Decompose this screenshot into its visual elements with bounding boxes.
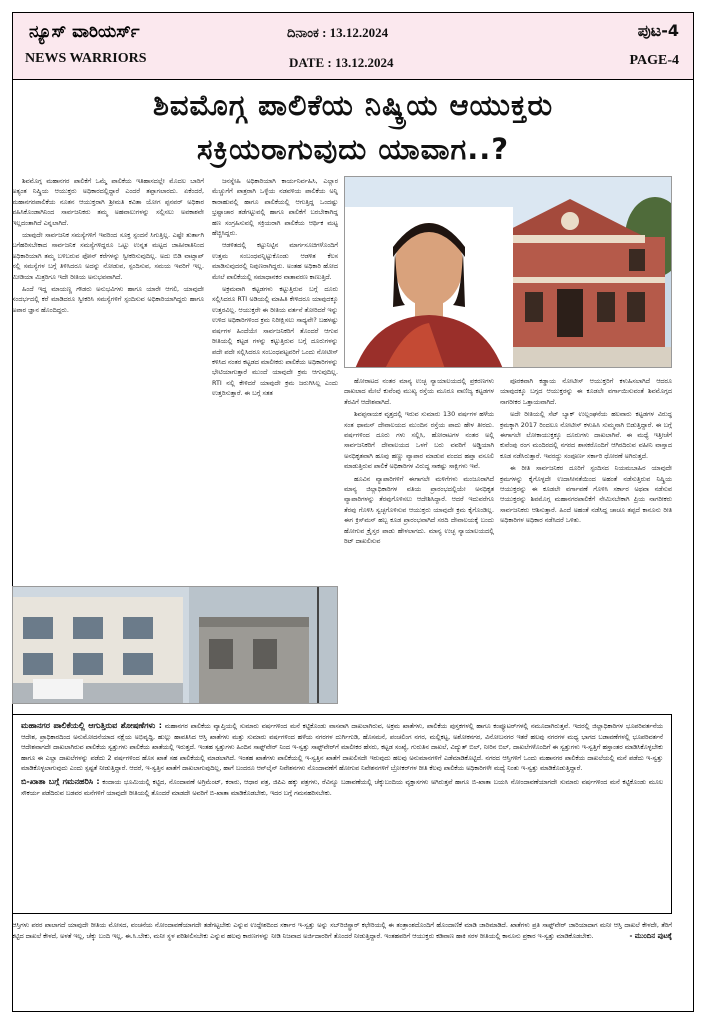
box-section-1 bbox=[21, 721, 663, 774]
box-heading-2: ಬಿ-ಖಾತಾ ಬಗ್ಗೆ ಗಮನಹರಿಸಿ : bbox=[21, 776, 100, 786]
photo-illustration bbox=[345, 177, 672, 368]
masthead bbox=[13, 13, 693, 80]
paragraph: ಆಡಳಿತದಲ್ಲಿ ಕಟ್ಟುನಿಟ್ಟಿನ ಮಾರ್ಗಸೂಚಿಗಳೊಂದಿಗೆ ಉತ್ತಮ ಸಂಬಂಧವನ್ನಿಟ್ಟುಕೊಂಡು ಆಡಳಿತ ಕೆಲಸ ಮಾಡಿಸುವುದರಲ್ಲಿ ನಿಪುಣರಾಗಿದ್ದರು. ಅಂತಹ ಅಧಿಕಾರಿ ಹೋದ ಮೇಲೆ ಪಾಲಿಕೆಯಲ್ಲಿ ಸಮಾಧಾನಕರ ವಾತಾವರಣ ಕಾಣುತ್ತಿದೆ. bbox=[212, 241, 338, 281]
closing-paragraph bbox=[12, 920, 672, 996]
box-section-2 bbox=[21, 777, 663, 798]
construction-buildings-photo bbox=[12, 586, 338, 704]
paragraph: ಹೋರಾಟದ ನಂತರ ಮಾನ್ಯ ಉಚ್ಛ ನ್ಯಾಯಾಲಯದಲ್ಲಿ ಪ್ರಕರಣಗಳು ದಾಖಲಾದ ಮೇಲೆ ಕುವೆಂಪು ಮುಖ್ಯ ರಸ್ತೆಯ ಮೂರೂ ವಾಣಿಜ್ಯ ಕಟ್ಟಡಗಳ ತೆರವಿಗೆ ಆದೇಶವಾಗಿದೆ. bbox=[344, 377, 494, 406]
headline-line-2: ಸಕ್ರಿಯರಾಗುವುದು ಯಾವಾಗ..? bbox=[196, 132, 510, 166]
closing-text: ಆಸ್ತಿಗಳು ಪರರ ಪಾಲಾಗದೆ ಯಾವುದೇ ರೀತಿಯ ಮೋಸದ, ವಂಚನೆಯ ನೋಂದಾವಣೆಯಾಗದೇ ತಡೆಗಟ್ಟಬೇಕು ಎನ್ನುವ ಉದ್ದೇಶದಿಂದ ಸರ್ಕಾರ ಇ-ಸ್ವತ್ತು ಅನ್ನು ಸಬ್‌ರಿಜಿಸ್ಟ್ರಾರ್ ಕಛೇರಿಯಲ್ಲಿ ಈ ತಂತ್ರಾಂಶದೊಂದಿಗೆ ಹೊಂದಾಣಿಕೆ ಮಾಡಿ ಜಾರಿಮಾಡಿದೆ. ಖಾತೆಗಳು ಪ್ರತಿ ಸಾಫ್ಟ್‌ವೇರ್ ಜಾರಿಯಾದಾಗ ಮನೀ ಆಸ್ತಿ ದಾಖಲೆ ಕೇಳದೇ, ತೆರಿಗೆ ಕಟ್ಟಿದ ದಾಖಲೆ ಕೇಳದೆ, ಅಳತೆ ಇಲ್ಲ, ಚೆಕ್ಕು ಬಂದಿ ಇಲ್ಲ, ಈ.ಸಿ.ಬೇಕು, ಮನೀ ಸ್ಥಳ ಪರಿಶೀಲಿಸಬೇಕು ಎನ್ನುವ ಹಲವು ಕಾರಣಗಳನ್ನು ನೀಡಿ ನಿಜವಾದ ಅರ್ಜಿದಾರರಿಗೆ ತೊಂದರೆ ನೀಡುತ್ತಿದ್ದಾರೆ. ಇಂತಹವರಿಗೆ ಆಯುಕ್ತರು ಕಡಿವಾಣ ಹಾಕಿ ಸರಳ ರೀತಿಯಲ್ಲಿ ಕಾನೂನು ಪ್ರಕಾರ ಇ-ಸ್ವತ್ತು ಮಾಡಿಕೊಡಬೇಕು. bbox=[12, 921, 672, 940]
paragraph: ಹೂವಿನ ವ್ಯಾಪಾರಿಗಳಿಗೆ ಈಗಾಗಲೇ ಮಳಿಗೆಗಳು ಮಂಜೂರಾಗಿದೆ ಮಾನ್ಯ ಜಿಲ್ಲಾಧಿಕಾರಿಗಳ ವತಿಯ ಪ್ರಾರಂಭದಲ್ಲಿಯೇ ಅನಧಿಕೃತ ವ್ಯಾಪಾರಿಗಳನ್ನು ತೆರವುಗೊಳಿಸಲು ಆದೇಶಿಸಿದ್ದಾರೆ. ಆದರೆ ಇದುವರೆಗೂ ತೆರವು ಗೊಳಿಸಿ ಸ್ವಚ್ಛಗೊಳಿಸುವ ಆಯುಕ್ತರು ಯಾವುದೇ ಕ್ರಮ ಕೈಗೊಂಡಿಲ್ಲ. ಈಗ ಕ್ರಿಸ್‌ಮಸ್ ಹಬ್ಬ ಕೂಡ ಪ್ರಾರಂಭವಾಗಿದೆ ಸರದಿ ದೇವಾಲಯಕ್ಕೆ ಬಂದು ಹೋಗುವ ಕ್ರೈಸ್ತರ ಪಾಡು ಹೇಳಲಾಗದು. ಮಾನ್ಯ ಉಚ್ಛ ನ್ಯಾಯಾಲಯದಲ್ಲಿ ರಿಟ್ ದಾಖಲಿಸುವ bbox=[344, 474, 494, 546]
masthead-name-kannada: ನ್ಯೂಸ್ ವಾರಿಯರ್ಸ್ bbox=[29, 22, 140, 42]
box-text-2: ಕಂದಾಯ ಭೂಮಿಯಲ್ಲಿ ಕಟ್ಟಿದ, ನೊಂದಾವಣೆ ಅಗ್ರಿಮೆಂಟ್, ಕರಾರು, ಆಧಾರ ಪತ್ರ, ಜಿಪಿಎ ಹಕ್ಕು ಪತ್ರಗಳು, ರೆವಿನ್ಯೂ ಬಡಾವಣೆಯಲ್ಲಿ ಚೆಕ್ಕುಬಂದಿಯ ವ್ಯಕ್ತಾಸಗಳು ಅಗಿರುತ್ತವೆ ಹಾಗೂ ಬಿ-ಖಾತಾ ಬಯಸಿ ನೋಂದಾವಣೆಯಾಗದೇ ಸುಮಾರು ವರ್ಷಗಳಿಂದ ಮನೆ ಕಟ್ಟಿಕೊಂಡು ಮೂಲ ಸೌಕರ್ಯ ಪಡೆದಿರುವ ಬಡವರ ಮನೆಗಳಿಗೆ ಯಾವುದೇ ರೀತಿಯಲ್ಲಿ ತೊಂದರೆ ಮಾಡದೇ ಅವರಿಗೆ ಬಿ-ಖಾತಾ ಮಾಡಿಕೊಡಬೇಕು, ಇದರ ಬಗ್ಗೆ ಗಮನಹರಿಸಬೇಕು. bbox=[21, 777, 663, 797]
paragraph: ಪೂರಕವಾಗಿ ಕಡ್ಡಾಯ ನೋಟೀಸ್ ಆಯುಕ್ತರಿಗೆ ಕಳುಹಿಸಲಾಗಿದೆ ಆದರೂ ಯಾವುದಕ್ಕೂ ಬಗ್ಗದ ಆಯುಕ್ತರನ್ನು ಈ ಕೂಡಲೇ ವರ್ಗಾಯಿಸುವಂತೆ ಶಿವಮೊಗ್ಗದ ನಾಗರೀಕರ ಒತ್ತಾಯವಾಗಿದೆ. bbox=[500, 377, 672, 406]
masthead-date-english: DATE : 13.12.2024 bbox=[289, 55, 394, 70]
paragraph: ಜನಸ್ನೇಹಿ ಅಧಿಕಾರಿಯಾಗಿ ಕಾರ್ಯನಿರ್ವಹಿಸಿ, ಎಲ್ಲಾರ ಮೆಚ್ಚುಗೆಗೆ ಪಾತ್ರರಾಗಿ ಒಳ್ಳೆಯ ನಡವಳಿಯ ಪಾಲಿಕೆಯ ಅನ್ನಿ ಕಾರಾಹುವಲ್ಲಿ ಹಾಗೂ ಪಾಲಿಕೆಯಲ್ಲಿ ಆಗುತ್ತಿದ್ದ ಒಂದಷ್ಟು ಭ್ರಷ್ಟಾಚಾರ ತಡೆಗಟ್ಟುವಲ್ಲಿ ಹಾಗೂ ಪಾಲಿಕೆಗೆ ಬರಬೇಕಾಗಿದ್ದ ಹಣ ಸಂಗ್ರಹಿಸುವಲ್ಲಿ ಸಕ್ರಿಯರಾಗಿ ಪಾಲಿಕೆಯ ಆರ್ಥಿಕ ಮಟ್ಟ ಹೆಚ್ಚಿಸಿದ್ದರು. bbox=[212, 177, 338, 238]
article-column-4 bbox=[500, 376, 672, 686]
box-text-1: ಮಹಾನಗರ ಪಾಲಿಕೆಯ ವ್ಯಾಪ್ತಿಯಲ್ಲಿ ಸುಮಾರು ವರ್ಷಗಳಿಂದ ಮನೆ ಕಟ್ಟಿಕೊಂಡು ವಾಸವಾಗಿ ದಾಖಲಾಗಿರುವ, ಅಕ್ರಮ ಖಾತೆಗಳು, ಪಾಲಿಕೆಯ ಪುಸ್ತಕಗಳಲ್ಲಿ ಹಾಗೂ ಕಂಪ್ಯೂಟರ್‌ಗಳಲ್ಲಿ ನಮೂದಾಗಿರುತ್ತವೆ. ಇದರಲ್ಲಿ ಜಿಲ್ಲಾಧಿಕಾರಿಗಳ ಭೂಪರಿವರ್ತನೆಯ ಆದೇಶ, ಪ್ರಾಧಿಕಾರದಿಂದ ಅನುಮೋದನೆಯಾದ ನಕ್ಷೆಯ ಅಭಿವೃದ್ಧಿ, ಹುಲ್ಲು ಹಾವತಿಸಿದ ಆಸ್ತಿ ಖಾತೆಗಳು ಮತ್ತು ಸುಮಾರು ವರ್ಷಗಳಿಂದ ಹಳೆಯ ನಗರಗಳ ದುರ್ಗಿಗುಡಿ, ಹೊಸಮನೆ, ಪಂಚಲಿಂಗ ನಗರ, ಮಲ್ಲಿಕಟ್ಟ, ಅಶೋಕನಗರ, ವಿನೋಬನಗರ ಇತರೆ ಹಲವು ನಗರಗಳ ಮಧ್ಯ ಭಾಗದ ಬಡಾವಣೆಗಳಲ್ಲಿ ಭೂಪರಿವರ್ತನೆ ಆದೇಶವಾಗದೇ ದಾಖಲಾಗಿರುವ ಪಾಲಿಕೆಯ ಸ್ವತ್ತುಗಳು ಪಾಲಿಕೆಯ ಖಾತೆಯಲ್ಲಿ ಇರುತ್ತದೆ. ಇಂತಹ ಸ್ವತ್ತುಗಳು ಹಿಂದಿನ ಸಾಫ್ಟ್‌ವೇರ್ ನಿಂದ ಇ-ಸ್ವತ್ತು ಸಾಫ್ಟ್‌ವೇರ್‌ಗೆ ಮಾಲೀಕರ ಹೆಸರು, ಕಟ್ಟಡ ಸಂಖ್ಯೆ, ಗುರುತಿನ ದಾಖಲೆ, ವಿದ್ಯುತ್ ಬಿಲ್, ನೀರಿನ ಬಿಲ್, ದಾಖಲೆಗಳೊಂದಿಗೆ ಈ ಸ್ವತ್ತುಗಳು ಇ-ಸ್ವತ್ತಿಗೆ ಹಸ್ತಾಂತರ ಮಾಡಿಸಿಕೊಳ್ಳಬೇಕು ಹಾಗೂ ಈ ಎಲ್ಲಾ ದಾಖಲೆಗಳನ್ನು ಪಡೆದು 2 ವರ್ಷಗಳಿಂದ ಹೊಸ ಖಾತೆ ಸಹ ಪಾಲಿಕೆಯಲ್ಲಿ ಮಾಡಲಾಗಿದೆ. ಇಂತಹ ಖಾತೆಗಳು ಪಾಲಿಕೆಯಲ್ಲಿ ಇ-ಸ್ವತ್ತಿನ ಖಾತೆಗೆ ದಾಖಲಿಸದೇ ಇರುವುದು ಹಲವು ಅನುಮಾನಗಳಿಗೆ ಎಡೆಮಾಡಿಕೊಟ್ಟಿದೆ. ನಗರದ ಆಸ್ತಿಗಳಿಗೆ ಒಂದು ಮಹಾನಗರ ಪಾಲಿಕೆಯ ದಾಖಲೆಯಲ್ಲಿ ಮನೆ ಪಡೆದು ಇ-ಸ್ವತ್ತು ಮಾಡಿಕೊಳ್ಳಲಾಗುವುದು ಎಂದು ಸ್ಪಷ್ಟತೆ ನೀಡುತ್ತಿದ್ದಾರೆ. ಆದರೆ, ಇ-ಸ್ವತ್ತಿನ ಖಾತೆಗೆ ದಾಖಲಾಗುವುದಿಲ್ಲ, ಹಾಗೆ ಬಂದರೂ ಆನ್‌ಲೈನ್ ನಿವೇಶನಗಳು ನೊಂದಾವಣೆಗೆ ಹೋಗುವ ನಿವೇಶನಗಳಿಗೆ ಬ್ರೋಕರ್‌ಗಳ ರೀತಿ ಕೆಲವು ಪಾಲಿಕೆಯ ಅಧಿಕಾರಿಗಳೇ ಮಧ್ಯೆ ನಿಂತು ಇ-ಸ್ವತ್ತು ಮಾಡಿಕೊಡುತ್ತಿದ್ದಾರೆ. bbox=[21, 722, 663, 773]
paragraph: ಶಿವಪ್ಪನಾಯಕ ವೃತ್ತದಲ್ಲಿ ಇರುವ ಸುಮಾರು 130 ವರ್ಷಗಳ ಹಳೆಯ ಸಂತ ಥಾಮಸ್ ದೇವಾಲಯದ ಮುಂದಿನ ರಸ್ತೆಯ ಪಾದು ಹೇಳ ತೀರದು. ವರ್ಷಗಳಿಂದ ದೂರು ಗಳು ಸಲ್ಲಿಸಿ, ಹೋರಾಟಗಳ ನಂತರ ಅಲ್ಲಿ ಸಾರ್ವಜನಿಕರಿಗೆ ದೇವಾಲಯದ ಒಳಗೆ ಬರು ವವರಿಗೆ ಅಡ್ಡಿಯಾಗಿ ಅನಧಿಕೃತವಾಗಿ ಹೂವು ಹಣ್ಣು ವ್ಯಾಪಾರ ಮಾಡುವ ವಂದದ ಹಪ್ತಾ ವಸೂಲಿ ಮಾಡುತ್ತಿರುವ ಪಾಲಿಕೆ ಅಧಿಕಾರಿಗಳ ವಿರುದ್ಧ ಸಾಕಷ್ಟು ಸಾಕ್ಷಿಗಳು ಇವೆ. bbox=[344, 410, 494, 471]
box-heading-1: ಮಹಾನಗರ ಪಾಲಿಕೆಯಲ್ಲಿ ಆಗುತ್ತಿರುವ ಶೋಷಣೆಗಳು : bbox=[21, 721, 162, 730]
paragraph: ಅಕ್ರಮವಾಗಿ ಕಟ್ಟಡಗಳು ಕಟ್ಟುತ್ತಿರುವ ಬಗ್ಗೆ ದೂರು ಸಲ್ಲಿಸಿದರೂ RTI ಅಡಿಯಲ್ಲಿ ಮಾಹಿತಿ ಕೇಳಿದರೂ ಯಾವುದಕ್ಕೂ ಉತ್ತರವಿಲ್ಲ. ಆಯುಕ್ತರೇ ಈ ರೀತಿಯ ವರ್ತನೆ ತೋರಿದರೆ ಇನ್ನು ಉಳಿದ ಅಧಿಕಾರಿಗಳಿಂದ ಕ್ರಮ ನಿರೀಕ್ಷಿಸಲು ಸಾಧ್ಯವೇ? ಬಹಳಷ್ಟು ವರ್ಷಗಳ ಹಿಂದೆಯೇ ಸಾರ್ವಜನಿಕರಿಗೆ ತೊಂದರೆ ಆಗುವ ರೀತಿಯಲ್ಲಿ ಕಟ್ಟಡ ಗಳನ್ನು ಕಟ್ಟುತ್ತಿರುವ ಬಗ್ಗೆ ದೂರುಗಳನ್ನು ಪದೇ ಪದೇ ಸಲ್ಲಿಸಿದರೂ ಸಂಬಂಧಪಟ್ಟವರಿಗೆ ಒಂದು ನೋಟೀಸ್ ಕಳಿಸಿದ ನಂತರ ಕಟ್ಟಡದ ಮಾಲೀಕರು ಪಾಲಿಕೆಯ ಅಧಿಕಾರಿಗಳನ್ನು ಭೇಟಿಯಾಗುತ್ತಾರೆ ಮುಂದೆ ಯಾವುದೇ ಕ್ರಮ ಆಗುವುದಿಲ್ಲ. RTI ನಲ್ಲಿ ಕೇಳಿದರೆ ಯಾವುದೇ ಕ್ರಮ ಜರುಗಿಸಿಲ್ಲ ಎಂದು ಉತ್ತರಿಸುತ್ತಾರೆ. ಈ ಬಗ್ಗೆ ಸತತ bbox=[212, 285, 338, 398]
paragraph: ಹಿಂದೆ ಇದ್ದ ಮಾಯಣ್ಣ ಗೌಡರು ಅನುಭವಿಗಳು ಹಾಗೂ ಯಾರೇ ಆಗಲಿ, ಯಾವುದೇ ಸಂದರ್ಭದಲ್ಲಿ ಕರೆ ಮಾಡಿದರೂ ಸ್ವೀಕರಿಸಿ ಸಮಸ್ಯೆಗಳಿಗೆ ಸ್ಪಂದಿಸುವ ಅಧಿಕಾರಿಯಾಗಿದ್ದರು ಹಾಗೂ ಅಪಾರ ಜ್ಞಾನ ಹೊಂದಿದ್ದರು. bbox=[12, 285, 204, 314]
headline bbox=[13, 83, 693, 171]
masthead-name-english: NEWS WARRIORS bbox=[25, 51, 147, 66]
commissioner-and-building-photo bbox=[344, 176, 672, 368]
headline-line-1: ಶಿವಮೊಗ್ಗ ಪಾಲಿಕೆಯ ನಿಷ್ಕ್ರಿಯ ಆಯುಕ್ತರು bbox=[152, 88, 554, 122]
masthead-date-kannada: ದಿನಾಂಕ : 13.12.2024 bbox=[287, 25, 389, 40]
article-column-1 bbox=[12, 176, 204, 572]
article-column-3 bbox=[344, 376, 494, 686]
article-column-2 bbox=[212, 176, 338, 584]
page-number-kannada: ಪುಟ-4 bbox=[637, 21, 679, 40]
paragraph: ಈ ರೀತಿ ಸಾರ್ವಜನಿಕರ ದೂರಿಗೆ ಸ್ಪಂದಿಸದ ನಿಯಮಬಾಹಿರ ಯಾವುದೇ ಕ್ರಮಗಳನ್ನು ಕೈಗೊಳ್ಳದೇ ಉದಾಸೀನತೆಯಿಂದ ಅಹಂತೆ ನಡೆಸುತ್ತಿರುವ ನಿಷ್ಕ್ರಿಯ ಆಯುಕ್ತರನ್ನು ಈ ಕೂಡಲೇ ವರ್ಗಾವಣೆ ಗೊಳಿಸಿ ಸರ್ಕಾರ ಅಥವಾ ನಡೆಸುವ ಆಯುಕ್ತರನ್ನು ಶಿವಮೊಗ್ಗ ಮಹಾನಗರಪಾಲಿಕೆಗೆ ನೇಮಿಸಬೇಕಾಗಿ ಪ್ರಿಯ ನಾಗರೀಕರು ಸಾರ್ವಜನಿಕರು ಆಶಿಸುತ್ತಾರೆ. ಹಿಂದೆ ಅಹಂತೆ ನಡೆಸಿದ್ದ ಚಾಚೂ ತಪ್ಪದೆ ಕಾನೂನು ರೀತಿ ಅಧಿಕಾರಿಗಳ ಅಧಿಕಾರ ನಡೆಸಿದರೆ ಒಳಿತು. bbox=[500, 464, 672, 525]
paragraph: ಯಾವುದೇ ಸಾರ್ವಜನಿಕ ಸಮಸ್ಯೆಗಳಿಗೆ ಇವರಿಂದ ಸೂಕ್ತ ಸ್ಪಂದನೆ ಸಿಗುತ್ತಿಲ್ಲ. ಎಷ್ಟೇ ತುರ್ತಾಗಿ ಬಗೆಹರಿಸಬೇಕಾದ ಸಾರ್ವಜನಿಕ ಸಮಸ್ಯೆಗಳಿದ್ದರೂ ಒಟ್ಟು ಉನ್ನತ ಮಟ್ಟದ ಜಾಹೀರಾತಿನಿಂದ ಅಧಿಕಾರಿಯಾಗಿ ತಮ್ಮ ಬಳಿಬರುವ ಫೋನ್ ಕರೆಗಳನ್ನು ಸ್ವೀಕರಿಸುವುದಿಲ್ಲ. ಅದು ಬಿಡಿ ವಾಟ್ಸಾಪ್ ನಲ್ಲಿ ಸಮಸ್ಯೆಗಳ ಬಗ್ಗೆ ತಿಳಿಸಿದರೂ ಅದನ್ನು ನೋಡುವ, ಸ್ಪಂದಿಸುವ, ಸಮಯ ಇವರಿಗೆ ಇಲ್ಲ. ಮೀಡಿಯಾ ಮಿತ್ರರಿಗೂ ಇದೇ ರೀತಿಯ ಅನುಭವವಾಗಿದೆ. bbox=[12, 231, 204, 281]
page-number-english: PAGE-4 bbox=[629, 53, 679, 68]
continued-label: - ಮುಂದಿನ ಪುಟಕ್ಕೆ bbox=[629, 931, 672, 940]
paragraph: ಶಿವಮೊಗ್ಗ ಮಹಾನಗರ ಪಾಲಿಕೆಗೆ ಒಮ್ಮೆ ಪಾಲಿಕೆಯ ಇತಿಹಾಸದಲ್ಲೇ ಮೊದಲ ಬಾರಿಗೆ ಅತ್ಯಂತ ನಿಷ್ಕ್ರಿಯ ಆಯುಕ್ತರು ಅಧಿಕಾರದಲ್ಲಿದ್ದಾರೆ ಎಂದರೆ ತಪ್ಪಾಗಲಾರದು. ಏಕೆಂದರೆ, ಮಹಾನಗರಪಾಲಿಕೆಯ ನೂತನ ಆಯುಕ್ತರಾಗಿ ಶ್ರೀಮತಿ ಕವಿತಾ ಯೋಗ ಪ್ಪನವರ್ ಅಧಿಕಾರ ವಹಿಸಿಕೊಂಡಾಗಿನಿಂದ ಸಾರ್ವಜನಿಕರು ತಮ್ಮ ಅಹವಾಲುಗಳನ್ನು ಸಲ್ಲಿಸಲು ಅವಕಾಶವೇ ಇಲ್ಲದಂತಾಗಿದೆ ಎನ್ನಲಾಗಿದೆ. bbox=[12, 177, 204, 227]
paragraph: ಅದೇ ರೀತಿಯಲ್ಲಿ ಸೆಟ್ ಬ್ಯಾಕ್ ಉಲ್ಲಂಘನೆಯ ಹಲವಾರು ಕಟ್ಟಡಗಳ ವಿರುದ್ಧ ಕ್ರಮಕ್ಕಾಗಿ 2017 ರಿಂದಲೂ ನೋಟೀಸ್ ಕಳುಹಿಸಿ ಸುಮ್ಮನಾಗಿ ಬಿಡುತ್ತಿದ್ದಾರೆ. ಈ ಬಗ್ಗೆ ಈಗಾಗಲೇ ಲೋಕಾಯುಕ್ತಕ್ಕೂ ದೂರುಗಳು ದಾಖಲಾಗಿವೆ. ಈ ಮಧ್ಯೆ ಇತ್ತೀಚೆಗೆ ಕುವೆಂಪು ರಂಗ ಮಂದಿರದಲ್ಲಿ ನಗರದ ಶಾಸಕರೊಂದಿಗೆ ಆಗಿರದಿರುವ ವಹೀನಿ ವಾಸ್ತಾದ ಕೂಡ ನಡೆಸಿರುತ್ತಾರೆ. ಇವರದ್ದು ಸಂಪೂರ್ಣ ಸರ್ಕಾರಿ ಧೋರಣೆ ಅಗಿರುತ್ತದೆ. bbox=[500, 410, 672, 460]
photo-illustration bbox=[13, 587, 338, 704]
exploitation-info-box bbox=[12, 714, 672, 914]
